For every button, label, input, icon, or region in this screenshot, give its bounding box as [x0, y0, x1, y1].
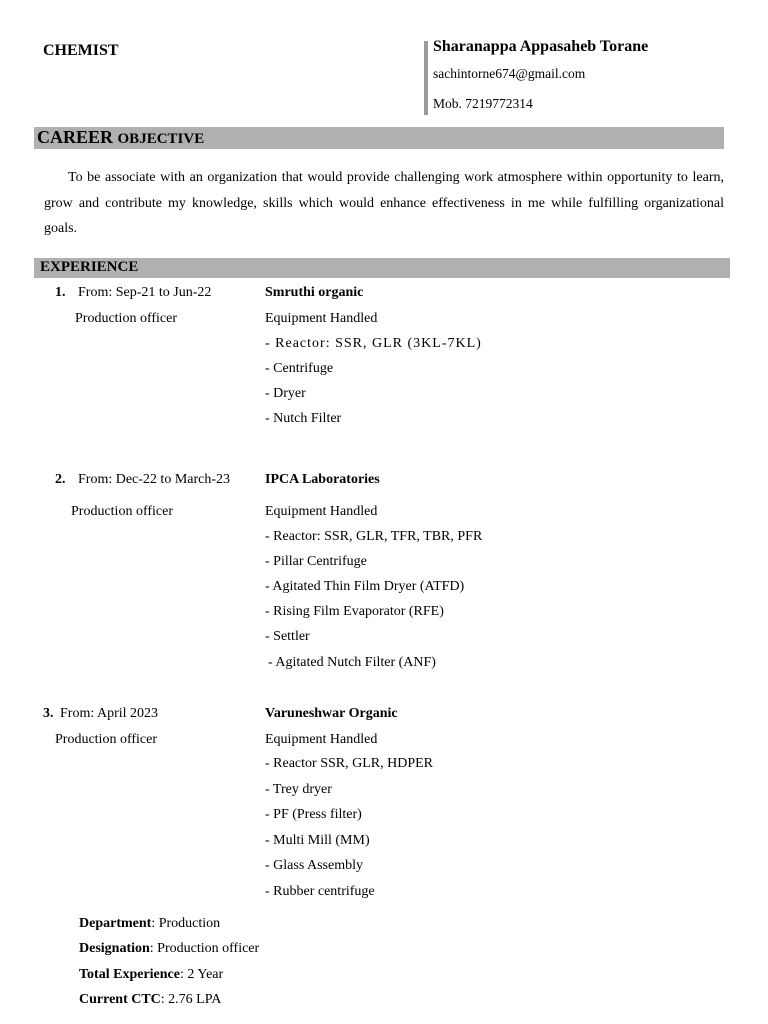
equipment-item: - Pillar Centrifuge [265, 554, 367, 569]
summary-designation [79, 941, 259, 957]
equipment-heading: Equipment Handled [265, 504, 378, 519]
summary-label: Designation [79, 941, 150, 956]
equipment-item: - Agitated Nutch Filter (ANF) [268, 655, 436, 670]
career-objective-text: To be associate with an organization that would provide challenging work atmosphere within opportunity to learn, grow and contribute my knowledge, skills which would enhance effectiveness in me while fulfilling organizational goals. [44, 170, 724, 236]
equipment-item: - PF (Press filter) [265, 807, 362, 822]
equipment-item: - Reactor: SSR, GLR, TFR, TBR, PFR [265, 529, 483, 544]
job-period: From: April 2023 [60, 706, 159, 721]
company-name: IPCA Laboratories [265, 472, 380, 487]
job-title: CHEMIST [43, 42, 119, 59]
job-number: 2. [55, 472, 66, 487]
job-role: Production officer [55, 732, 157, 747]
career-heading-main: CAREER [37, 127, 114, 147]
equipment-item: - Glass Assembly [265, 858, 363, 873]
job-period: From: Dec-22 to March-23 [78, 472, 231, 487]
equipment-item: - Settler [265, 629, 310, 644]
company-name: Smruthi organic [265, 285, 364, 300]
mobile-text: Mob. 7219772314 [433, 96, 533, 111]
experience-heading: EXPERIENCE [40, 259, 139, 275]
job-role: Production officer [71, 504, 173, 519]
job-role: Production officer [75, 311, 177, 326]
career-heading-sub: OBJECTIVE [117, 131, 205, 147]
summary-label: Current CTC [79, 992, 161, 1007]
header-divider [424, 41, 428, 115]
career-heading [37, 127, 204, 148]
equipment-heading: Equipment Handled [265, 732, 378, 747]
company-name: Varuneshwar Organic [265, 706, 398, 721]
email-text: sachintorne674@gmail.com [433, 66, 586, 81]
equipment-item: - Dryer [265, 386, 306, 401]
summary-current-ctc [79, 992, 221, 1008]
equipment-item: - Rubber centrifuge [265, 884, 375, 899]
candidate-name: Sharanappa Appasaheb Torane [433, 38, 649, 55]
summary-label: Total Experience [79, 967, 180, 982]
job-number: 3. [43, 706, 54, 721]
job-number: 1. [55, 285, 66, 300]
summary-value: : Production officer [149, 941, 260, 956]
equipment-heading: Equipment Handled [265, 311, 378, 326]
equipment-item: - Trey dryer [265, 782, 332, 797]
equipment-item: - Reactor: SSR, GLR (3KL-7KL) [265, 336, 482, 351]
summary-total-experience [79, 967, 223, 983]
equipment-item: - Rising Film Evaporator (RFE) [265, 604, 444, 619]
summary-label: Department [79, 916, 152, 931]
equipment-item: - Centrifuge [265, 361, 334, 376]
equipment-item: - Nutch Filter [265, 411, 342, 426]
summary-value: : Production [151, 916, 221, 931]
summary-department [79, 916, 220, 932]
equipment-item: - Reactor SSR, GLR, HDPER [265, 756, 433, 771]
summary-value: : 2.76 LPA [160, 992, 222, 1007]
summary-value: : 2 Year [179, 967, 224, 982]
equipment-item: - Multi Mill (MM) [265, 833, 370, 848]
equipment-item: - Agitated Thin Film Dryer (ATFD) [265, 579, 465, 594]
job-period: From: Sep-21 to Jun-22 [78, 285, 212, 300]
experience-heading-band [34, 258, 730, 278]
